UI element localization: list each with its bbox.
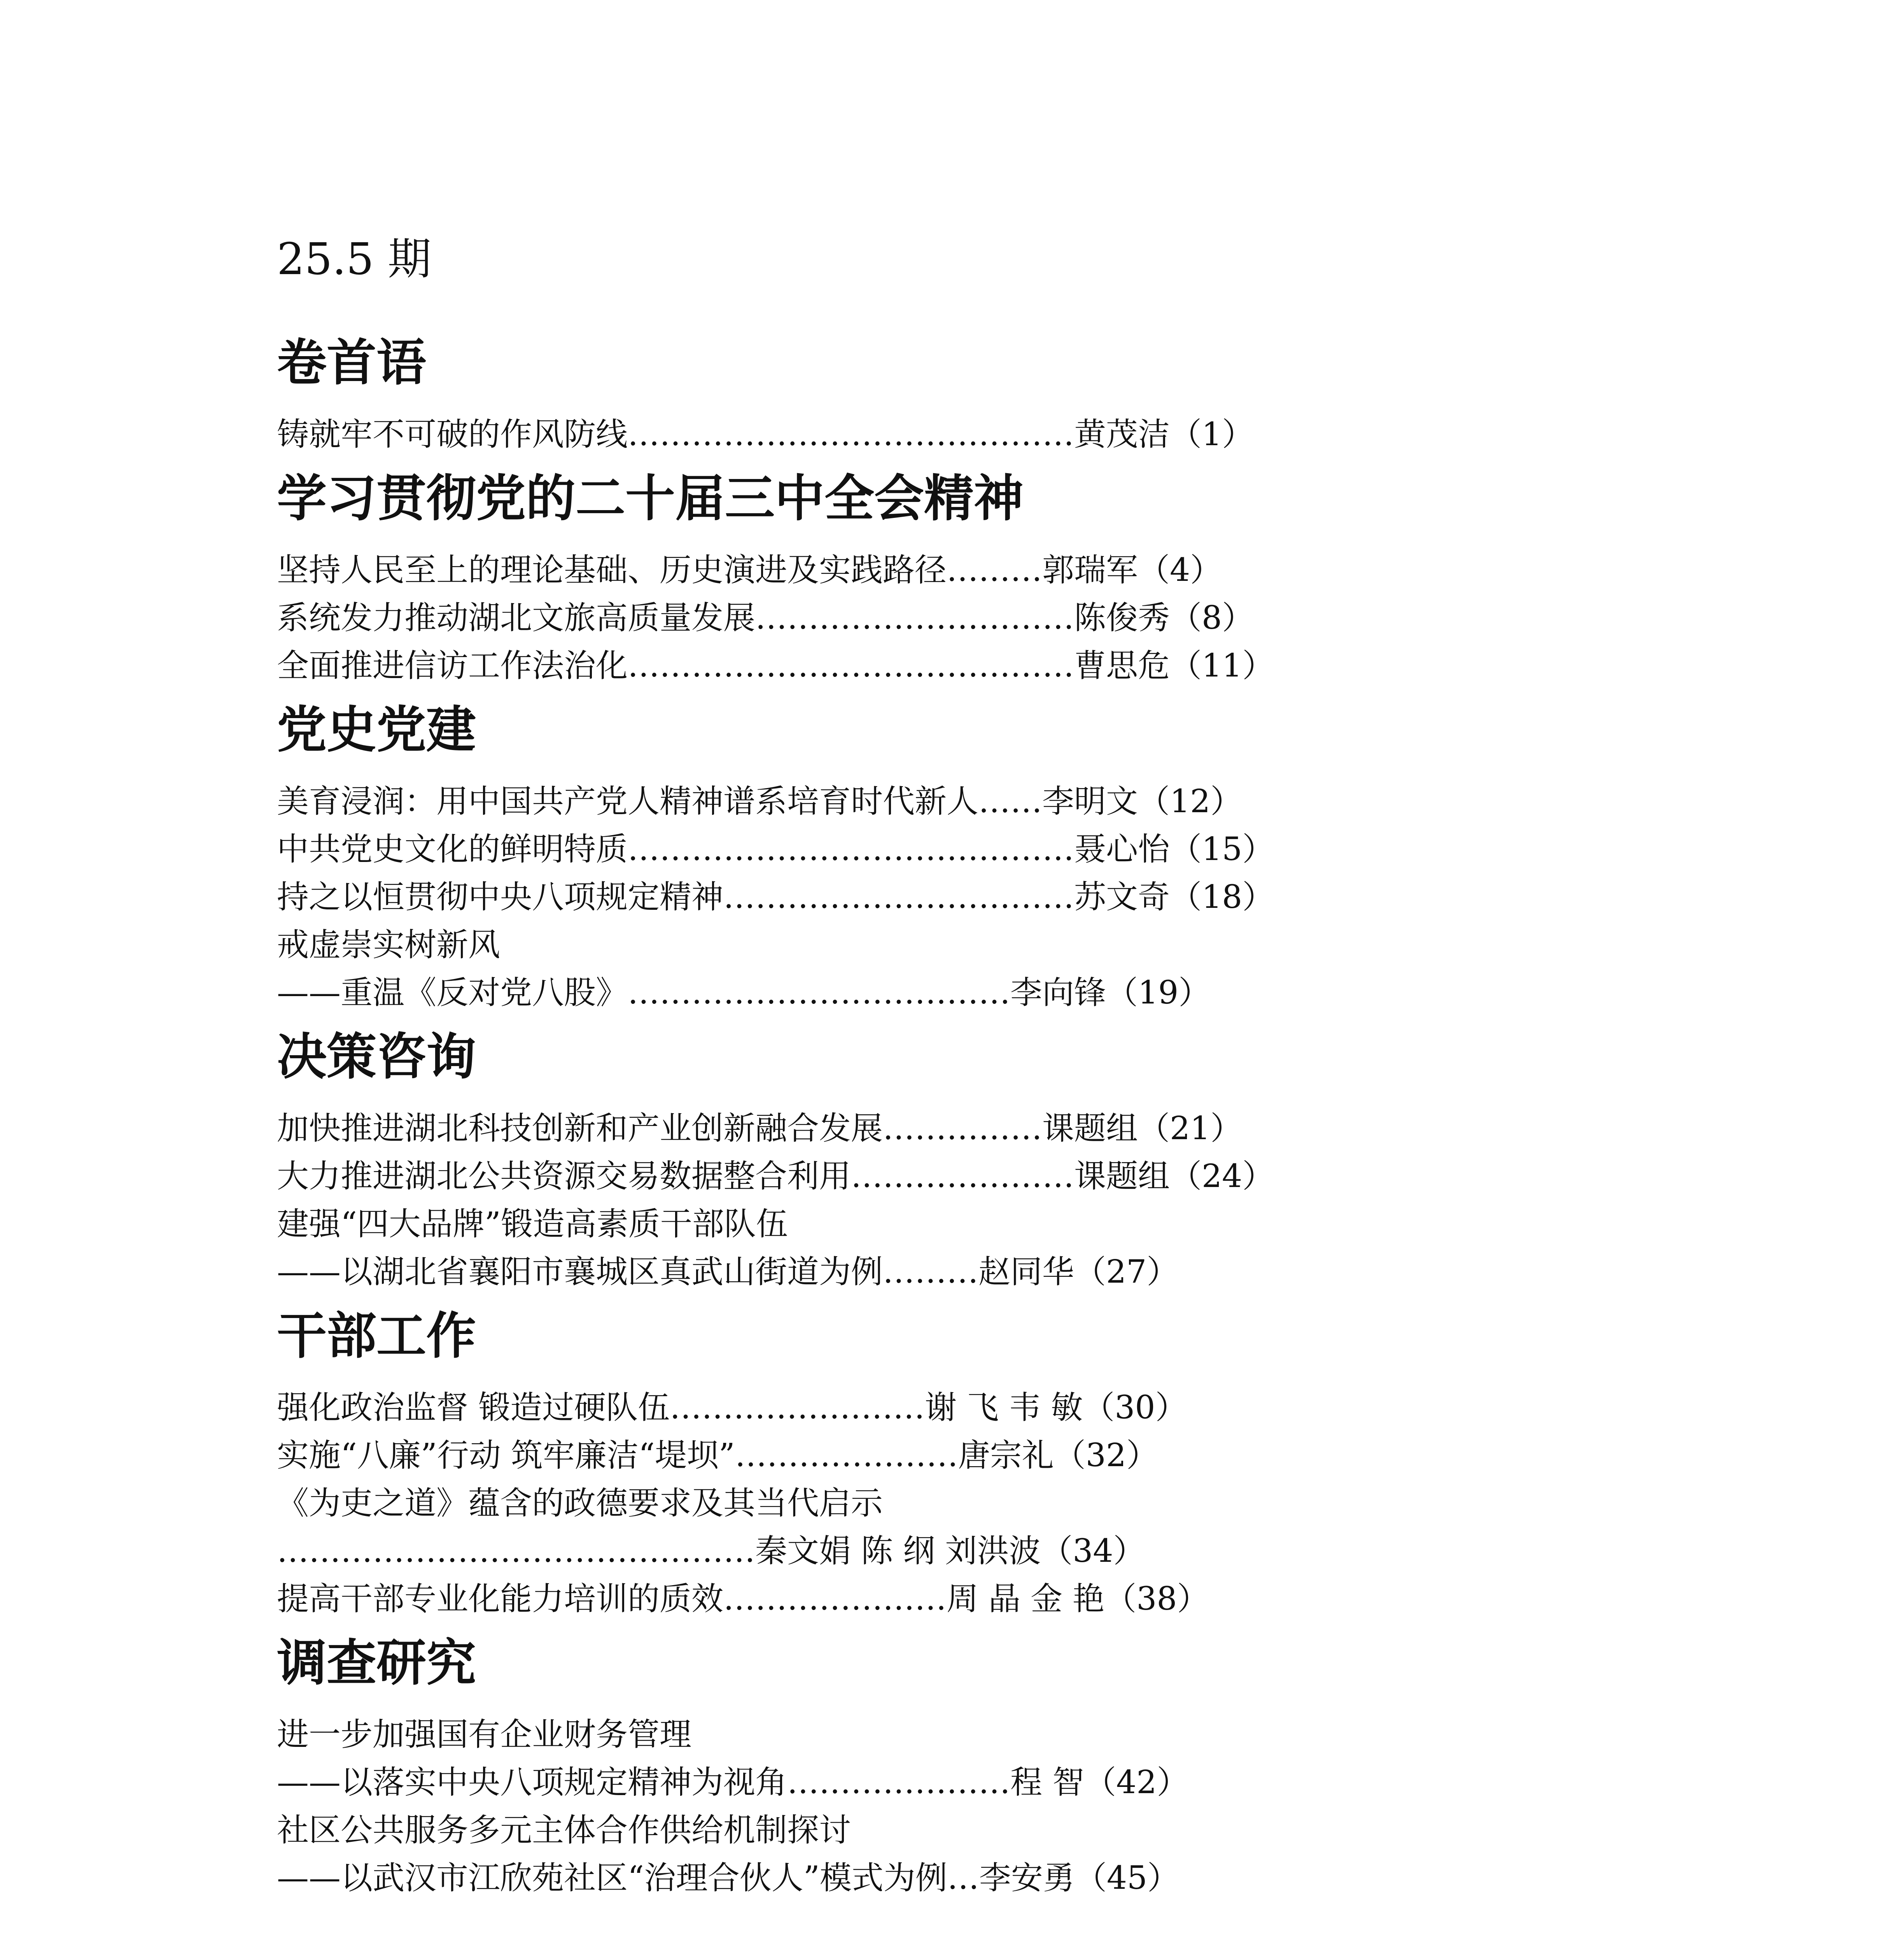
toc-entry-line: 实施“八廉”行动 筑牢廉洁“堤坝”…………………唐宗礼（32） — [277, 1437, 1158, 1474]
toc-section — [277, 332, 1327, 458]
toc-entry-line: 社区公共服务多元主体合作供给机制探讨 — [277, 1812, 851, 1849]
toc-entry-line: 进一步加强国有企业财务管理 — [277, 1716, 692, 1753]
toc-entry-line: ——重温《反对党八股》………………………………李向锋（19） — [277, 974, 1211, 1012]
toc-entry-line: 铸就牢不可破的作风防线……………………………………黄茂洁（1） — [277, 416, 1254, 453]
section-heading: 调查研究 — [277, 1634, 476, 1692]
toc-entry-line: 持之以恒贯彻中央八项规定精神……………………………苏文奇（18） — [277, 879, 1274, 916]
table-of-contents — [277, 233, 1327, 1911]
section-heading: 党史党建 — [277, 701, 476, 759]
toc-section — [277, 1305, 1327, 1623]
toc-entry-line: ——以湖北省襄阳市襄城区真武山街道为例………赵同华（27） — [277, 1253, 1179, 1291]
section-heading: 学习贯彻党的二十届三中全会精神 — [277, 470, 1024, 528]
toc-entry-line: 大力推进湖北公共资源交易数据整合利用…………………课题组（24） — [277, 1158, 1274, 1195]
toc-entry-line: 戒虚崇实树新风 — [277, 927, 500, 964]
toc-entry-line: 系统发力推动湖北文旅高质量发展…………………………陈俊秀（8） — [277, 600, 1254, 637]
toc-entry-line: 美育浸润：用中国共产党人精神谱系培育时代新人……李明文（12） — [277, 783, 1242, 820]
toc-section — [277, 468, 1327, 690]
toc-entry-line: 建强“四大品牌”锻造高素质干部队伍 — [277, 1206, 788, 1243]
toc-entry-line: 《为吏之道》蕴含的政德要求及其当代启示 — [277, 1485, 883, 1522]
issue-number: 25.5 期 — [277, 234, 431, 285]
toc-entry-line: 全面推进信访工作法治化……………………………………曹思危（11） — [277, 647, 1274, 685]
toc-entry-line: 提高干部专业化能力培训的质效…………………周 晶 金 艳（38） — [277, 1580, 1209, 1618]
toc-entry-line: 坚持人民至上的理论基础、历史演进及实践路径………郭瑞军（4） — [277, 552, 1222, 589]
toc-entry-line: ——以武汉市江欣苑社区“治理合伙人”模式为例…李安勇（45） — [277, 1860, 1180, 1897]
toc-entry-line: 强化政治监督 锻造过硬队伍……………………谢 飞 韦 敏（30） — [277, 1389, 1187, 1427]
toc-entry-line: 加快推进湖北科技创新和产业创新融合发展……………课题组（21） — [277, 1110, 1242, 1147]
toc-entry-line: 中共党史文化的鲜明特质……………………………………聂心怡（15） — [277, 831, 1274, 868]
toc-entry-line: ………………………………………秦文娟 陈 纲 刘洪波（34） — [277, 1533, 1145, 1570]
section-heading: 干部工作 — [277, 1307, 476, 1365]
toc-entry-line: ——以落实中央八项规定精神为视角…………………程 智（42） — [277, 1764, 1189, 1801]
toc-section — [277, 699, 1327, 1017]
toc-section — [277, 1026, 1327, 1296]
section-heading: 卷首语 — [277, 334, 427, 392]
toc-section — [277, 1632, 1327, 1902]
toc-sections — [277, 332, 1327, 1902]
section-heading: 决策咨询 — [277, 1028, 476, 1086]
